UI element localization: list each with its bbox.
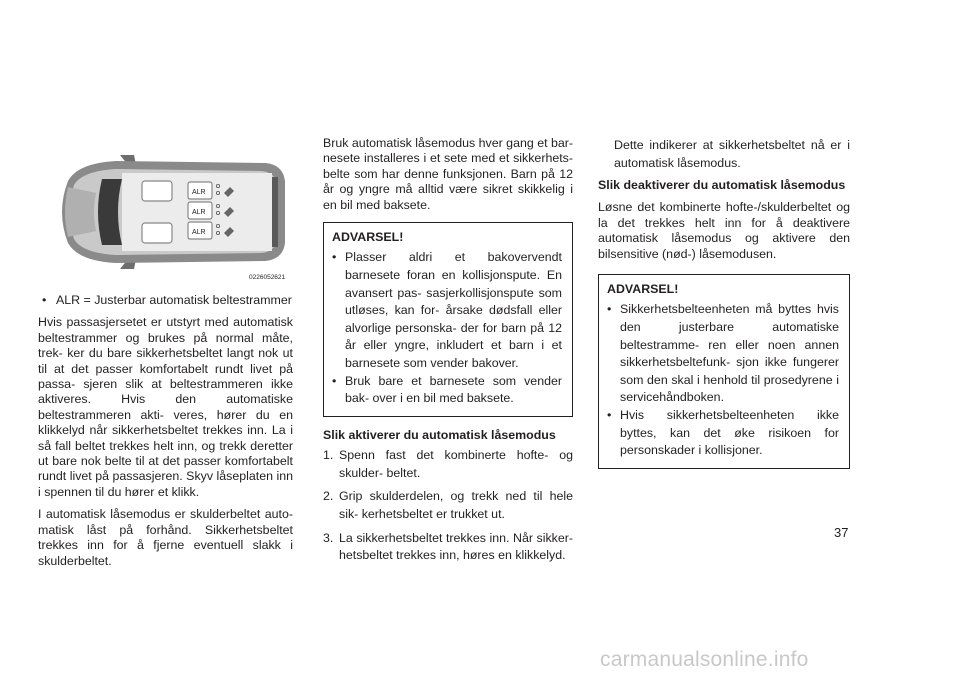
paragraph: Løsne det kombinerte hofte-/skulderbeltet og la det trekkes helt inn for å deaktivere automatisk låsemodus og aktivere den bilsensitive (nød-) låsemodusen.	[598, 200, 850, 261]
alr-definition: • ALR = Justerbar automatisk beltestrammer	[42, 293, 292, 307]
warning-box	[323, 222, 573, 417]
warning-item: • Sikkerhetsbelteenheten må byttes hvis den justerbare automatiske beltestramme- ren eller noen annen sikkerhetsbeltefunk- sjon ikke fungerer som den skal i henhold til prosedyrene i servicehåndboken.	[607, 302, 839, 405]
warning-title: ADVARSEL!	[332, 230, 404, 245]
figure-code: 0226052621	[249, 274, 286, 281]
column-right	[598, 136, 850, 469]
seat-label-alr-1: ALR	[192, 189, 206, 196]
step-item: 1. Spenn fast det kombinerte hofte- og skulder- beltet.	[323, 448, 573, 480]
bullet-icon: •	[332, 250, 337, 265]
warning-box	[598, 274, 850, 469]
warning-title: ADVARSEL!	[607, 282, 679, 297]
step-item: 2. Grip skulderdelen, og trekk ned til hele sik- kerhetsbeltet er trukket ut.	[323, 489, 573, 521]
section-heading: Slik deaktiverer du automatisk låsemodus	[598, 178, 846, 192]
seat-label-alr-3: ALR	[192, 229, 206, 236]
section-heading: Slik aktiverer du automatisk låsemodus	[323, 427, 556, 442]
paragraph: Bruk automatisk låsemodus hver gang et bar- nesete installeres i et sete med et sikkerhets- belte som har denne funksjonen. Barn på 12 år og yngre må alltid være sikret skikkelig i en bil med baksete.	[323, 136, 574, 212]
bullet-icon: •	[607, 408, 612, 422]
warning-item: • Bruk bare et barnesete som vender bak- over i en bil med baksete.	[332, 373, 562, 406]
seat-label-alr-2: ALR	[192, 209, 206, 216]
step-item: 3. La sikkerhetsbeltet trekkes inn. Når sikker- hetsbeltet trekkes inn, høres en klikkelyd.	[323, 530, 573, 563]
column-middle	[323, 136, 573, 565]
page-number: 37	[834, 525, 849, 540]
bullet-icon: •	[42, 293, 47, 307]
watermark: carmanualsonline.info	[600, 648, 809, 671]
vehicle-seat-diagram	[38, 143, 288, 283]
paragraph: I automatisk låsemodus er skulderbeltet auto- matisk låst på forhånd. Sikkerhetsbeltet trekkes inn for å fjerne eventuell slakk i skulderbeltet.	[38, 507, 293, 568]
warning-item: • Plasser aldri et bakovervendt barnesete foran en kollisjonspute. En avansert pas- sasjerkollisjonspute som utløses, kan for- årsake dødsfall eller alvorlige personska- der for barn på 12 år eller yngre, inkludert et barn i et barnesete som vender bakover.	[332, 250, 562, 370]
warning-item: • Hvis sikkerhetsbelteenheten ikke byttes, kan det øke risikoen for personskader i kollisjoner.	[607, 408, 839, 458]
paragraph: Hvis passasjersetet er utstyrt med automatisk beltestrammer og brukes på normal måte, trek- ker du bare sikkerhetsbeltet langt nok ut til at det passer komfortabelt rundt livet på passa- sjeren slik at beltestrammeren ikke aktiveres. Hvis den automatiske beltestrammeren akti- veres, hører du en klikkelyd når sikkerhetsbeltet trekkes inn. La i så fall beltet trekkes helt inn, og trekk deretter ut bare nok belte til at det passer komfortabelt rundt livet på passasjeren. Skyv låseplaten inn i spennen til du hører et klikk.	[38, 315, 293, 499]
continuation-text: Dette indikerer at sikkerhetsbeltet nå er i automatisk låsemodus.	[614, 138, 850, 170]
bullet-icon: •	[607, 302, 612, 317]
bullet-icon: •	[332, 373, 337, 388]
column-left	[38, 293, 293, 569]
